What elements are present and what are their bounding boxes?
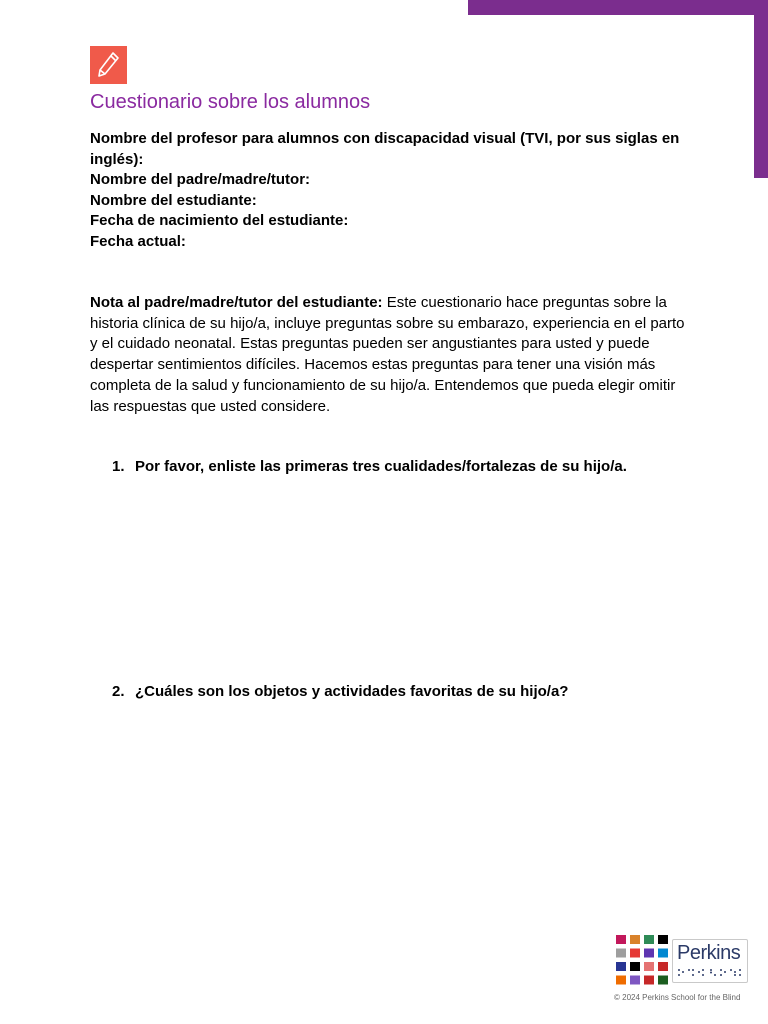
note-label: Nota al padre/madre/tutor del estudiante: (90, 294, 383, 311)
logo-grid-square (616, 962, 626, 971)
logo-grid-square (630, 949, 640, 958)
birth-date-field-label: Fecha de nacimiento del estudiante: (90, 212, 349, 229)
logo-grid-square (630, 935, 640, 944)
guardian-note (90, 293, 690, 417)
logo-panel (672, 939, 748, 983)
question-2 (112, 683, 568, 700)
note-text: Este cuestionario hace preguntas sobre la historia clínica de su hijo/a, incluye preguntas sobre su embarazo, experiencia en el parto y el cuidado neonatal. Estas preguntas pueden ser angustiantes para usted y puede despertar sentimientos difíciles. Hacemos estas preguntas para tener una visión más completa de la salud y funcionamiento de su hijo/a. Entendemos que pueda elegir omitir las respuestas que usted considere. (90, 294, 685, 415)
pencil-icon (90, 46, 127, 84)
side-accent-bar (754, 0, 768, 178)
logo-grid-square (658, 962, 668, 971)
question-number: 1. (112, 458, 125, 475)
logo-grid-square (644, 962, 654, 971)
logo-grid-square (644, 935, 654, 944)
logo-grid-square (616, 976, 626, 985)
logo-grid-square (658, 949, 668, 958)
logo-grid-square (644, 976, 654, 985)
logo-grid-square (630, 976, 640, 985)
header-fields (90, 129, 690, 252)
copyright-notice: © 2024 Perkins School for the Blind (614, 993, 741, 1002)
current-date-field-label: Fecha actual: (90, 232, 186, 250)
guardian-name-field-label: Nombre del padre/madre/tutor: (90, 171, 311, 188)
logo-grid-square (658, 976, 668, 985)
tvi-name-field-label: Nombre del profesor para alumnos con discapacidad visual (TVI, por sus siglas en inglés): (90, 130, 680, 168)
logo-grid-square (658, 935, 668, 944)
question-text: ¿Cuáles son los objetos y actividades favoritas de su hijo/a? (135, 683, 569, 700)
top-accent-bar (468, 0, 768, 15)
student-name-field-label: Nombre del estudiante: (90, 191, 257, 209)
logo-wordmark: Perkins (677, 942, 741, 964)
question-text: Por favor, enliste las primeras tres cualidades/fortalezas de su hijo/a. (135, 458, 627, 475)
braille-dots (677, 968, 743, 978)
page-title: Cuestionario sobre los alumnos (90, 91, 371, 113)
logo-grid-square (630, 962, 640, 971)
logo-grid-square (644, 949, 654, 958)
logo-grid-square (616, 935, 626, 944)
question-number: 2. (112, 683, 125, 700)
perkins-logo (614, 933, 748, 987)
question-1 (112, 458, 627, 475)
logo-grid-square (616, 949, 626, 958)
logo-color-grid (614, 933, 670, 987)
